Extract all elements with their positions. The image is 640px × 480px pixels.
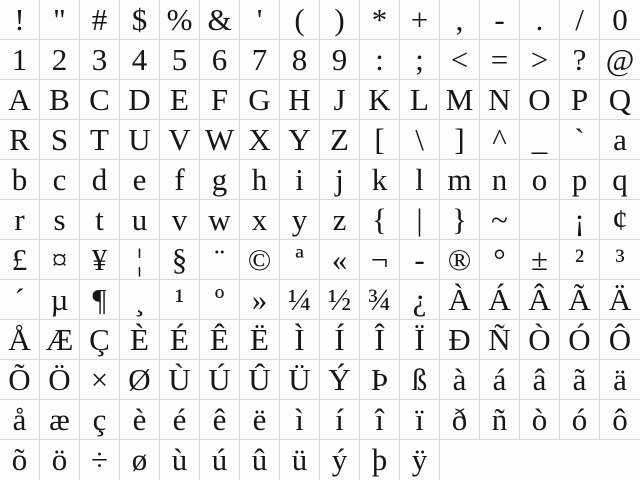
glyph-cell[interactable]: s — [40, 200, 80, 240]
glyph-cell[interactable]: 2 — [40, 40, 80, 80]
glyph-cell[interactable]: j — [320, 160, 360, 200]
glyph-cell[interactable]: y — [280, 200, 320, 240]
glyph-row — [0, 440, 640, 480]
glyph-cell[interactable]: T — [80, 120, 120, 160]
glyph-cell[interactable]: ½ — [320, 280, 360, 320]
glyph-cell[interactable]: Ý — [320, 360, 360, 400]
glyph-cell[interactable]: p — [560, 160, 600, 200]
glyph-cell[interactable]: U — [120, 120, 160, 160]
glyph-cell[interactable]: ¨ — [200, 240, 240, 280]
glyph-cell[interactable]: ¢ — [600, 200, 640, 240]
glyph-cell[interactable]: 7 — [240, 40, 280, 80]
glyph-cell[interactable]: » — [240, 280, 280, 320]
glyph-cell[interactable]: Ü — [280, 360, 320, 400]
glyph-cell[interactable]: ' — [240, 0, 280, 40]
glyph-cell[interactable]: a — [600, 120, 640, 160]
glyph-cell[interactable]: 6 — [200, 40, 240, 80]
glyph-cell[interactable]: m — [440, 160, 480, 200]
glyph-cell[interactable]: ¦ — [120, 240, 160, 280]
glyph-cell[interactable]: ¹ — [160, 280, 200, 320]
glyph-cell[interactable]: Ø — [120, 360, 160, 400]
glyph-cell[interactable]: Ç — [80, 320, 120, 360]
glyph-cell[interactable]: Q — [600, 80, 640, 120]
glyph-row — [0, 80, 640, 120]
empty-area — [440, 440, 640, 480]
glyph-cell[interactable]: å — [0, 400, 40, 440]
glyph-row — [0, 320, 640, 360]
glyph-cell[interactable]: ¤ — [40, 240, 80, 280]
glyph-cell[interactable]: á — [480, 360, 520, 400]
glyph-cell[interactable]: 5 — [160, 40, 200, 80]
glyph-cell[interactable]: v — [160, 200, 200, 240]
glyph-cell[interactable]: e — [120, 160, 160, 200]
glyph-cell[interactable]: $ — [120, 0, 160, 40]
glyph-cell[interactable]: & — [200, 0, 240, 40]
glyph-cell[interactable]: ÿ — [400, 440, 440, 480]
glyph-cell[interactable]: Á — [480, 280, 520, 320]
glyph-cell[interactable]: ø — [120, 440, 160, 480]
glyph-cell[interactable]: ý — [320, 440, 360, 480]
glyph-cell[interactable]: ¾ — [360, 280, 400, 320]
glyph-cell[interactable]: Ù — [160, 360, 200, 400]
glyph-cell[interactable]: i — [280, 160, 320, 200]
glyph-cell[interactable]: Ê — [200, 320, 240, 360]
glyph-cell[interactable]: H — [280, 80, 320, 120]
glyph-cell[interactable]: + — [400, 0, 440, 40]
glyph-cell[interactable]: g — [200, 160, 240, 200]
glyph-cell[interactable]: È — [120, 320, 160, 360]
glyph-cell[interactable]: [ — [360, 120, 400, 160]
glyph-cell[interactable]: ó — [560, 400, 600, 440]
glyph-cell[interactable]: 4 — [120, 40, 160, 80]
glyph-cell[interactable]: § — [160, 240, 200, 280]
glyph-cell[interactable]: ^ — [480, 120, 520, 160]
glyph-row — [0, 240, 640, 280]
glyph-cell[interactable]: ß — [400, 360, 440, 400]
glyph-cell[interactable]: B — [40, 80, 80, 120]
glyph-cell[interactable]: û — [240, 440, 280, 480]
glyph-cell[interactable]: M — [440, 80, 480, 120]
glyph-row — [0, 0, 640, 40]
glyph-cell[interactable]: Â — [520, 280, 560, 320]
glyph-cell[interactable]: d — [80, 160, 120, 200]
glyph-cell[interactable]: Ë — [240, 320, 280, 360]
glyph-cell[interactable]: ù — [160, 440, 200, 480]
glyph-cell[interactable]: ä — [600, 360, 640, 400]
glyph-cell[interactable]: c — [40, 160, 80, 200]
glyph-cell[interactable]: P — [560, 80, 600, 120]
glyph-cell[interactable]: « — [320, 240, 360, 280]
glyph-cell[interactable]: , — [440, 0, 480, 40]
glyph-cell[interactable]: / — [560, 0, 600, 40]
glyph-cell[interactable]: u — [120, 200, 160, 240]
glyph-cell[interactable]: Õ — [0, 360, 40, 400]
glyph-cell[interactable]: Ò — [520, 320, 560, 360]
glyph-cell[interactable]: 1 — [0, 40, 40, 80]
glyph-cell[interactable]: # — [80, 0, 120, 40]
glyph-cell[interactable]: Ô — [600, 320, 640, 360]
glyph-cell[interactable]: à — [440, 360, 480, 400]
glyph-cell[interactable]: W — [200, 120, 240, 160]
glyph-row — [0, 120, 640, 160]
glyph-row — [0, 280, 640, 320]
glyph-cell[interactable]: ] — [440, 120, 480, 160]
glyph-cell[interactable]: Z — [320, 120, 360, 160]
glyph-cell[interactable]: É — [160, 320, 200, 360]
glyph-row — [0, 360, 640, 400]
glyph-cell[interactable]: ÷ — [80, 440, 120, 480]
glyph-cell[interactable]: ± — [520, 240, 560, 280]
glyph-cell[interactable]: b — [0, 160, 40, 200]
glyph-cell[interactable]: z — [320, 200, 360, 240]
glyph-cell[interactable]: E — [160, 80, 200, 120]
glyph-cell[interactable]: x — [240, 200, 280, 240]
glyph-cell[interactable]: þ — [360, 440, 400, 480]
glyph-cell[interactable]: ü — [280, 440, 320, 480]
glyph-cell[interactable]: µ — [40, 280, 80, 320]
glyph-cell[interactable]: ® — [440, 240, 480, 280]
glyph-cell[interactable]: * — [360, 0, 400, 40]
glyph-cell[interactable]: l — [400, 160, 440, 200]
glyph-cell[interactable]: ï — [400, 400, 440, 440]
glyph-cell[interactable]: ~ — [480, 200, 520, 240]
glyph-cell[interactable]: } — [440, 200, 480, 240]
glyph-cell[interactable]: â — [520, 360, 560, 400]
glyph-cell[interactable]: h — [240, 160, 280, 200]
glyph-row — [0, 400, 640, 440]
glyph-cell[interactable]: Í — [320, 320, 360, 360]
glyph-cell[interactable]: S — [40, 120, 80, 160]
glyph-cell[interactable]: ê — [200, 400, 240, 440]
glyph-cell[interactable]: D — [120, 80, 160, 120]
glyph-cell[interactable]: f — [160, 160, 200, 200]
glyph-cell[interactable]: À — [440, 280, 480, 320]
glyph-cell[interactable]: r — [0, 200, 40, 240]
glyph-cell[interactable]: í — [320, 400, 360, 440]
glyph-cell[interactable]: ) — [320, 0, 360, 40]
glyph-cell[interactable]: _ — [520, 120, 560, 160]
glyph-cell[interactable]: { — [360, 200, 400, 240]
glyph-cell[interactable]: ¶ — [80, 280, 120, 320]
glyph-cell[interactable]: ² — [560, 240, 600, 280]
glyph-cell[interactable]: Ï — [400, 320, 440, 360]
glyph-cell[interactable]: C — [80, 80, 120, 120]
glyph-cell[interactable]: é — [160, 400, 200, 440]
glyph-cell[interactable]: 8 — [280, 40, 320, 80]
glyph-row — [0, 40, 640, 80]
glyph-cell[interactable]: Ì — [280, 320, 320, 360]
glyph-cell[interactable]: Ð — [440, 320, 480, 360]
glyph-cell[interactable]: t — [80, 200, 120, 240]
glyph-cell[interactable]: Ä — [600, 280, 640, 320]
glyph-cell[interactable]: K — [360, 80, 400, 120]
glyph-cell[interactable]: Ú — [200, 360, 240, 400]
glyph-cell[interactable]: î — [360, 400, 400, 440]
glyph-cell[interactable]: w — [200, 200, 240, 240]
glyph-cell[interactable]: Æ — [40, 320, 80, 360]
glyph-cell[interactable]: V — [160, 120, 200, 160]
glyph-cell[interactable]: £ — [0, 240, 40, 280]
glyph-cell[interactable]: Ã — [560, 280, 600, 320]
glyph-cell[interactable]: Ó — [560, 320, 600, 360]
glyph-cell[interactable]: ¼ — [280, 280, 320, 320]
glyph-cell[interactable]: ñ — [480, 400, 520, 440]
glyph-cell[interactable]: | — [400, 200, 440, 240]
glyph-cell[interactable]: O — [520, 80, 560, 120]
glyph-cell[interactable]: ° — [480, 240, 520, 280]
glyph-cell[interactable]: ( — [280, 0, 320, 40]
glyph-cell[interactable]: ì — [280, 400, 320, 440]
glyph-cell[interactable]: - — [480, 0, 520, 40]
glyph-cell[interactable]: ô — [600, 400, 640, 440]
glyph-cell[interactable]: æ — [40, 400, 80, 440]
glyph-cell[interactable]: < — [440, 40, 480, 80]
glyph-cell[interactable]: ª — [280, 240, 320, 280]
glyph-cell[interactable]: q — [600, 160, 640, 200]
glyph-cell[interactable]: \ — [400, 120, 440, 160]
glyph-cell[interactable]: ¥ — [80, 240, 120, 280]
glyph-cell[interactable]: F — [200, 80, 240, 120]
glyph-cell[interactable]: Å — [0, 320, 40, 360]
glyph-cell[interactable]: è — [120, 400, 160, 440]
glyph-cell[interactable]: J — [320, 80, 360, 120]
glyph-cell[interactable]: - — [400, 240, 440, 280]
glyph-cell[interactable]: ¬ — [360, 240, 400, 280]
glyph-cell[interactable]: Y — [280, 120, 320, 160]
glyph-cell[interactable]: " — [40, 0, 80, 40]
glyph-cell[interactable]: 3 — [80, 40, 120, 80]
glyph-cell[interactable]: o — [520, 160, 560, 200]
glyph-cell[interactable]: 9 — [320, 40, 360, 80]
glyph-cell[interactable]: ; — [400, 40, 440, 80]
glyph-cell[interactable]: . — [520, 0, 560, 40]
glyph-cell[interactable]: ¿ — [400, 280, 440, 320]
glyph-cell[interactable]: : — [360, 40, 400, 80]
glyph-cell[interactable]: A — [0, 80, 40, 120]
glyph-cell[interactable]: ö — [40, 440, 80, 480]
glyph-cell[interactable]: ð — [440, 400, 480, 440]
glyph-cell[interactable]: ´ — [0, 280, 40, 320]
glyph-cell[interactable]: n — [480, 160, 520, 200]
glyph-cell[interactable]: X — [240, 120, 280, 160]
glyph-cell[interactable]: × — [80, 360, 120, 400]
glyph-cell[interactable]: º — [200, 280, 240, 320]
glyph-cell[interactable]: > — [520, 40, 560, 80]
glyph-cell[interactable]: G — [240, 80, 280, 120]
glyph-cell[interactable]: õ — [0, 440, 40, 480]
glyph-cell[interactable]: N — [480, 80, 520, 120]
glyph-cell[interactable]: ë — [240, 400, 280, 440]
glyph-cell[interactable]: ! — [0, 0, 40, 40]
glyph-cell[interactable]: @ — [600, 40, 640, 80]
glyph-cell[interactable]: L — [400, 80, 440, 120]
glyph-cell[interactable]: % — [160, 0, 200, 40]
glyph-cell[interactable]: ç — [80, 400, 120, 440]
glyph-cell[interactable]: ã — [560, 360, 600, 400]
glyph-cell[interactable]: © — [240, 240, 280, 280]
glyph-cell[interactable]: 0 — [600, 0, 640, 40]
glyph-cell[interactable]: ³ — [600, 240, 640, 280]
glyph-cell[interactable]: Ñ — [480, 320, 520, 360]
glyph-cell[interactable]: Þ — [360, 360, 400, 400]
glyph-cell[interactable]: ? — [560, 40, 600, 80]
glyph-row — [0, 200, 640, 240]
glyph-cell[interactable]: = — [480, 40, 520, 80]
glyph-cell[interactable]: Î — [360, 320, 400, 360]
glyph-cell[interactable]: ò — [520, 400, 560, 440]
glyph-cell[interactable]: R — [0, 120, 40, 160]
glyph-cell[interactable]: k — [360, 160, 400, 200]
glyph-cell[interactable]: ¸ — [120, 280, 160, 320]
glyph-row — [0, 160, 640, 200]
glyph-cell[interactable]: ú — [200, 440, 240, 480]
glyph-cell[interactable]: ¡ — [560, 200, 600, 240]
glyph-cell[interactable]: Û — [240, 360, 280, 400]
glyph-cell[interactable]: Ö — [40, 360, 80, 400]
glyph-cell[interactable]: ` — [560, 120, 600, 160]
glyph-cell-empty[interactable] — [520, 200, 560, 240]
